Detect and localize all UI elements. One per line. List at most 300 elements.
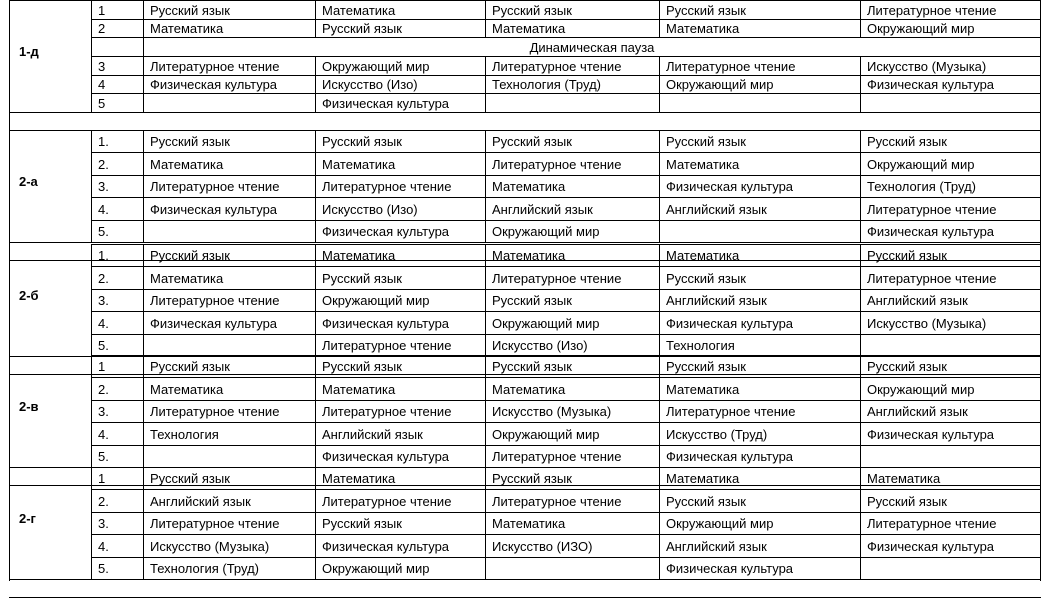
grid-line [860, 400, 861, 422]
grid-line [485, 557, 486, 579]
lesson-cell: Русский язык [492, 2, 572, 18]
dynamic-pause-label: Динамическая пауза [529, 39, 655, 55]
lesson-cell: Искусство (Изо) [492, 338, 588, 353]
lesson-cell: Литературное чтение [322, 179, 452, 194]
grid-line [860, 197, 861, 220]
grid-line [91, 445, 1041, 446]
lesson-cell: Русский язык [666, 2, 746, 18]
grid-line [659, 220, 660, 242]
grid-line [485, 75, 486, 93]
lesson-number: 2. [98, 156, 109, 172]
lesson-cell: Окружающий мир [492, 315, 600, 331]
lesson-number: 2 [98, 21, 106, 36]
grid-line [91, 512, 1041, 513]
lesson-number: 4 [98, 77, 106, 92]
lesson-cell: Окружающий мир [666, 516, 774, 531]
grid-line [659, 334, 660, 356]
grid-line [315, 266, 316, 289]
lesson-cell: Литературное чтение [492, 156, 622, 172]
lesson-cell: Литературное чтение [867, 516, 997, 531]
grid-line [659, 400, 660, 422]
lesson-cell: Математика [492, 248, 566, 263]
grid-line [315, 244, 316, 266]
grid-line [143, 244, 144, 266]
class-label: 1-д [19, 44, 39, 59]
grid-line [485, 289, 486, 311]
lesson-cell: Русский язык [867, 359, 947, 374]
lesson-cell: Математика [666, 21, 740, 36]
lesson-number: 3. [98, 404, 109, 419]
lesson-cell: Технология [666, 338, 735, 353]
lesson-cell: Окружающий мир [867, 21, 975, 36]
lesson-number: 4. [98, 426, 109, 442]
grid-line [91, 355, 92, 467]
lesson-number: 5. [98, 449, 109, 464]
lesson-cell: Окружающий мир [492, 224, 600, 239]
grid-line [659, 377, 660, 400]
grid-line [659, 19, 660, 37]
lesson-cell: Математика [666, 156, 740, 172]
grid-line [143, 512, 144, 534]
grid-line [659, 0, 660, 19]
lesson-cell: Английский язык [666, 201, 767, 217]
grid-line [9, 356, 1041, 357]
lesson-cell: Математика [322, 471, 396, 486]
lesson-cell: Русский язык [492, 293, 572, 308]
grid-line [485, 93, 486, 112]
grid-line [659, 197, 660, 220]
lesson-number: 4. [98, 201, 109, 217]
grid-line [860, 0, 861, 19]
lesson-cell: Искусство (ИЗО) [492, 538, 593, 554]
lesson-cell: Литературное чтение [322, 404, 452, 419]
grid-line [143, 534, 144, 557]
grid-line [91, 289, 1041, 290]
lesson-cell: Математика [492, 21, 566, 36]
grid-line [659, 130, 660, 152]
grid-line [659, 93, 660, 112]
grid-line [91, 244, 92, 356]
grid-line [143, 152, 144, 175]
lesson-number: 1 [98, 471, 106, 486]
lesson-number: 2. [98, 270, 109, 286]
grid-line [860, 311, 861, 334]
lesson-cell: Английский язык [322, 426, 423, 442]
grid-line [315, 512, 316, 534]
lesson-cell: Технология [150, 426, 219, 442]
lesson-number: 3. [98, 293, 109, 308]
lesson-cell: Математика [322, 248, 396, 263]
grid-line [659, 56, 660, 75]
grid-line [659, 289, 660, 311]
grid-line [860, 557, 861, 579]
grid-line [91, 130, 92, 242]
lesson-cell: Физическая культура [150, 77, 278, 92]
lesson-cell: Литературное чтение [666, 404, 796, 419]
grid-line [91, 197, 1041, 198]
lesson-number: 1 [98, 359, 106, 374]
lesson-number: 3. [98, 179, 109, 194]
grid-line [143, 0, 144, 19]
lesson-number: 1. [98, 134, 109, 149]
grid-line [91, 400, 1041, 401]
grid-line [9, 0, 10, 581]
grid-line [659, 175, 660, 197]
grid-line [91, 175, 1041, 176]
grid-line [315, 400, 316, 422]
lesson-cell: Математика [150, 381, 224, 397]
lesson-cell: Физическая культура [867, 224, 995, 239]
grid-line [485, 334, 486, 356]
lesson-cell: Литературное чтение [150, 58, 280, 74]
lesson-number: 2. [98, 381, 109, 397]
lesson-cell: Английский язык [666, 538, 767, 554]
lesson-cell: Русский язык [322, 270, 402, 286]
grid-line [659, 311, 660, 334]
grid-line [485, 489, 486, 512]
lesson-cell: Математика [492, 516, 566, 531]
lesson-cell: Математика [322, 381, 396, 397]
lesson-cell: Русский язык [867, 248, 947, 263]
lesson-cell: Искусство (Музыка) [867, 315, 987, 331]
grid-line [143, 334, 144, 356]
grid-line [860, 93, 861, 112]
grid-line [315, 175, 316, 197]
lesson-cell: Русский язык [666, 359, 746, 374]
grid-line [91, 355, 1041, 356]
lesson-cell: Математика [492, 381, 566, 397]
lesson-cell: Физическая культура [666, 179, 794, 194]
lesson-cell: Искусство (Музыка) [867, 58, 987, 74]
lesson-cell: Литературное чтение [322, 493, 452, 509]
grid-line [485, 152, 486, 175]
grid-line [91, 467, 1041, 468]
lesson-cell: Литературное чтение [322, 338, 452, 353]
grid-line [91, 377, 1041, 378]
grid-line [485, 220, 486, 242]
grid-line [315, 445, 316, 467]
lesson-cell: Окружающий мир [867, 381, 975, 397]
grid-line [860, 244, 861, 266]
grid-line [143, 400, 144, 422]
lesson-cell: Математика [150, 156, 224, 172]
grid-line [315, 220, 316, 242]
lesson-cell: Физическая культура [867, 77, 995, 92]
grid-line [315, 377, 316, 400]
grid-line [143, 197, 144, 220]
lesson-cell: Русский язык [150, 248, 230, 263]
grid-line [659, 534, 660, 557]
grid-line [1040, 0, 1041, 581]
lesson-cell: Окружающий мир [322, 58, 430, 74]
grid-line [485, 0, 486, 19]
lesson-cell: Русский язык [492, 471, 572, 486]
lesson-cell: Физическая культура [150, 315, 278, 331]
grid-line [315, 534, 316, 557]
lesson-number: 5. [98, 561, 109, 576]
grid-line [860, 220, 861, 242]
grid-line [143, 489, 144, 512]
grid-line [143, 355, 144, 377]
lesson-number: 3. [98, 516, 109, 531]
lesson-number: 4. [98, 538, 109, 554]
grid-line [485, 244, 486, 266]
lesson-cell: Математика [666, 248, 740, 263]
lesson-number: 5 [98, 95, 106, 111]
lesson-number: 2. [98, 493, 109, 509]
grid-line [485, 19, 486, 37]
lesson-cell: Технология (Труд) [492, 77, 602, 92]
grid-line [143, 377, 144, 400]
grid-line [659, 355, 660, 377]
grid-line [91, 266, 1041, 267]
grid-line [143, 557, 144, 579]
lesson-cell: Литературное чтение [867, 201, 997, 217]
grid-line [91, 0, 92, 112]
grid-line [860, 534, 861, 557]
lesson-cell: Математика [666, 471, 740, 486]
grid-line [143, 311, 144, 334]
grid-line [659, 445, 660, 467]
grid-line [91, 534, 1041, 535]
lesson-cell: Английский язык [867, 404, 968, 419]
grid-line [659, 512, 660, 534]
lesson-cell: Физическая культура [322, 538, 450, 554]
lesson-cell: Литературное чтение [867, 270, 997, 286]
grid-line [143, 19, 144, 37]
grid-line [91, 422, 1041, 423]
grid-line [315, 311, 316, 334]
grid-line [91, 334, 1041, 335]
lesson-cell: Математика [150, 270, 224, 286]
grid-line [860, 56, 861, 75]
class-label: 2-в [19, 399, 39, 414]
lesson-number: 1. [98, 248, 109, 263]
lesson-cell: Математика [322, 2, 396, 18]
lesson-cell: Английский язык [492, 201, 593, 217]
lesson-cell: Литературное чтение [150, 293, 280, 308]
grid-line [860, 512, 861, 534]
grid-line [91, 152, 1041, 153]
grid-line [9, 112, 1041, 113]
grid-line [143, 445, 144, 467]
lesson-cell: Литературное чтение [492, 493, 622, 509]
lesson-cell: Русский язык [150, 2, 230, 18]
lesson-cell: Русский язык [322, 359, 402, 374]
grid-line [91, 467, 92, 579]
lesson-cell: Технология (Труд) [150, 561, 260, 576]
lesson-cell: Литературное чтение [150, 404, 280, 419]
grid-line [143, 220, 144, 242]
lesson-cell: Английский язык [666, 293, 767, 308]
grid-line [485, 377, 486, 400]
class-label: 2-г [19, 511, 36, 526]
grid-line [485, 266, 486, 289]
grid-line [143, 422, 144, 445]
grid-line [9, 579, 1041, 580]
grid-line [91, 489, 1041, 490]
grid-line [91, 130, 1041, 131]
lesson-cell: Русский язык [150, 359, 230, 374]
grid-line [485, 197, 486, 220]
lesson-cell: Русский язык [150, 471, 230, 486]
grid-line [659, 467, 660, 489]
lesson-cell: Технология (Труд) [867, 179, 977, 194]
grid-line [485, 175, 486, 197]
lesson-number: 5. [98, 338, 109, 353]
grid-line [659, 489, 660, 512]
grid-line [659, 422, 660, 445]
grid-line [860, 467, 861, 489]
grid-line [485, 534, 486, 557]
lesson-cell: Литературное чтение [492, 449, 622, 464]
lesson-cell: Математика [867, 471, 941, 486]
grid-line [315, 422, 316, 445]
grid-line [143, 130, 144, 152]
grid-line [860, 377, 861, 400]
grid-line [143, 56, 144, 75]
lesson-cell: Физическая культура [322, 315, 450, 331]
grid-line [143, 75, 144, 93]
lesson-cell: Физическая культура [867, 426, 995, 442]
grid-line [315, 467, 316, 489]
lesson-cell: Физическая культура [150, 201, 278, 217]
lesson-cell: Окружающий мир [867, 156, 975, 172]
lesson-cell: Русский язык [492, 134, 572, 149]
grid-line [659, 152, 660, 175]
grid-line [91, 220, 1041, 221]
grid-line [485, 422, 486, 445]
grid-line [315, 130, 316, 152]
grid-line [315, 334, 316, 356]
grid-line [485, 130, 486, 152]
lesson-cell: Литературное чтение [666, 58, 796, 74]
lesson-cell: Русский язык [322, 21, 402, 36]
grid-line [485, 355, 486, 377]
lesson-cell: Физическая культура [867, 538, 995, 554]
grid-line [91, 557, 1041, 558]
lesson-number: 1 [98, 2, 106, 18]
grid-line [315, 557, 316, 579]
lesson-cell: Окружающий мир [666, 77, 774, 92]
schedule-table [9, 0, 1041, 581]
lesson-cell: Искусство (Изо) [322, 201, 418, 217]
lesson-cell: Математика [322, 156, 396, 172]
lesson-cell: Физическая культура [322, 224, 450, 239]
lesson-cell: Литературное чтение [492, 58, 622, 74]
lesson-cell: Английский язык [867, 293, 968, 308]
grid-line [315, 197, 316, 220]
grid-line [860, 445, 861, 467]
lesson-cell: Искусство (Музыка) [150, 538, 270, 554]
grid-line [860, 334, 861, 356]
grid-line [143, 93, 144, 112]
lesson-cell: Русский язык [666, 493, 746, 509]
lesson-cell: Литературное чтение [492, 270, 622, 286]
grid-line [860, 75, 861, 93]
grid-line [315, 355, 316, 377]
lesson-cell: Математика [150, 21, 224, 36]
lesson-cell: Искусство (Музыка) [492, 404, 612, 419]
grid-line [485, 467, 486, 489]
grid-line [860, 355, 861, 377]
grid-line [143, 175, 144, 197]
lesson-number: 5. [98, 224, 109, 239]
grid-line [659, 244, 660, 266]
lesson-cell: Физическая культура [666, 449, 794, 464]
grid-line [860, 289, 861, 311]
lesson-number: 4. [98, 315, 109, 331]
grid-line [485, 311, 486, 334]
grid-line [143, 289, 144, 311]
grid-line [659, 266, 660, 289]
grid-line [315, 289, 316, 311]
grid-line [860, 130, 861, 152]
grid-line [485, 512, 486, 534]
lesson-cell: Искусство (Труд) [666, 426, 768, 442]
grid-line [659, 557, 660, 579]
lesson-cell: Физическая культура [322, 449, 450, 464]
grid-line [485, 56, 486, 75]
grid-line [860, 175, 861, 197]
grid-line [143, 266, 144, 289]
grid-line [860, 489, 861, 512]
grid-line [91, 311, 1041, 312]
lesson-cell: Английский язык [150, 493, 251, 509]
grid-line [860, 266, 861, 289]
grid-line [485, 400, 486, 422]
grid-line [860, 422, 861, 445]
grid-line [91, 244, 1041, 245]
grid-line [315, 152, 316, 175]
grid-line [659, 75, 660, 93]
class-label: 2-а [19, 174, 38, 189]
grid-line [860, 152, 861, 175]
lesson-cell: Русский язык [322, 134, 402, 149]
grid-line [143, 467, 144, 489]
grid-line [315, 0, 316, 19]
lesson-cell: Искусство (Изо) [322, 77, 418, 92]
class-label: 2-б [19, 288, 39, 303]
lesson-number: 3 [98, 58, 106, 74]
lesson-cell: Физическая культура [322, 95, 450, 111]
grid-line [315, 93, 316, 112]
lesson-cell: Русский язык [867, 134, 947, 149]
lesson-cell: Литературное чтение [867, 2, 997, 18]
lesson-cell: Русский язык [150, 134, 230, 149]
lesson-cell: Русский язык [492, 359, 572, 374]
lesson-cell: Окружающий мир [492, 426, 600, 442]
lesson-cell: Русский язык [322, 516, 402, 531]
grid-line [9, 242, 1041, 243]
lesson-cell: Физическая культура [666, 315, 794, 331]
lesson-cell: Русский язык [867, 493, 947, 509]
grid-line [860, 19, 861, 37]
grid-line [315, 56, 316, 75]
lesson-cell: Физическая культура [666, 561, 794, 576]
grid-line [315, 489, 316, 512]
lesson-cell: Математика [492, 179, 566, 194]
lesson-cell: Русский язык [666, 134, 746, 149]
lesson-cell: Окружающий мир [322, 293, 430, 308]
lesson-cell: Математика [666, 381, 740, 397]
grid-line [485, 445, 486, 467]
lesson-cell: Русский язык [666, 270, 746, 286]
lesson-cell: Литературное чтение [150, 516, 280, 531]
lesson-cell: Окружающий мир [322, 561, 430, 576]
grid-line [315, 75, 316, 93]
grid-line [315, 19, 316, 37]
